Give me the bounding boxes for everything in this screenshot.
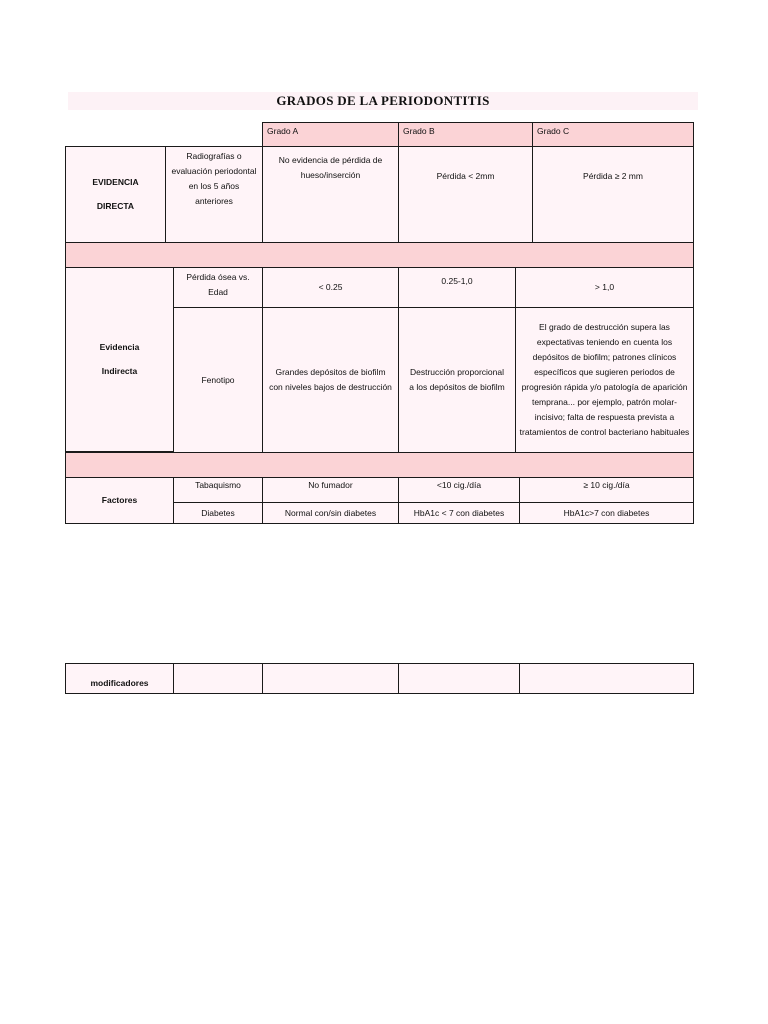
bone-loss-grade-c: > 1,0	[515, 267, 694, 308]
factors-label: Factores	[65, 477, 174, 524]
smoking-grade-c: ≥ 10 cig./día	[519, 477, 694, 503]
modifiers-cell-grade-b	[398, 663, 520, 694]
direct-grade-c: Pérdida ≥ 2 mm	[532, 146, 694, 243]
header-grade-a: Grado A	[262, 122, 399, 147]
diabetes-grade-b: HbA1c < 7 con diabetes	[398, 502, 520, 524]
modifiers-label: modificadores	[65, 663, 174, 694]
indirect-evidence-label	[65, 267, 174, 452]
bone-loss-criterion: Pérdida ósea vs. Edad	[173, 267, 263, 308]
direct-grade-b: Pérdida < 2mm	[398, 146, 533, 243]
separator-band-2	[65, 452, 694, 478]
header-grade-c: Grado C	[532, 122, 694, 147]
direct-label-line-1: EVIDENCIA	[92, 177, 139, 187]
modifiers-cell-criterion	[173, 663, 263, 694]
diabetes-grade-a: Normal con/sin diabetes	[262, 502, 399, 524]
direct-label-line-2: DIRECTA	[96, 201, 135, 211]
phenotype-criterion: Fenotipo	[173, 307, 263, 453]
smoking-grade-a: No fumador	[262, 477, 399, 503]
smoking-criterion: Tabaquismo	[173, 477, 263, 503]
diabetes-criterion: Diabetes	[173, 502, 263, 524]
indirect-label-line-1: Evidencia	[99, 342, 140, 352]
diabetes-grade-c: HbA1c>7 con diabetes	[519, 502, 694, 524]
phenotype-grade-b: Destrucción proporcional a los depósitos de biofilm	[398, 307, 516, 453]
page-title: GRADOS DE LA PERIODONTITIS	[276, 93, 490, 108]
separator-band-1	[65, 242, 694, 268]
header-grade-b: Grado B	[398, 122, 533, 147]
modifiers-cell-grade-c	[519, 663, 694, 694]
bone-loss-grade-b: 0.25-1,0	[398, 267, 516, 308]
phenotype-grade-c: El grado de destrucción supera las expectativas teniendo en cuenta los depósitos de biofilm; patrones clínicos específicos que sugieren periodos de progresión rápida y/o patología de aparición temprana... por ejemplo, patrón molar-incisivo; falta de respuesta prevista a tratamientos de control bacteriano habituales	[515, 307, 694, 453]
direct-evidence-label	[65, 146, 166, 243]
direct-grade-a: No evidencia de pérdida de hueso/inserción	[262, 146, 399, 243]
modifiers-cell-grade-a	[262, 663, 399, 694]
direct-criterion: Radiografías o evaluación periodontal en los 5 años anteriores	[165, 146, 263, 243]
phenotype-grade-a: Grandes depósitos de biofilm con niveles bajos de destrucción	[262, 307, 399, 453]
indirect-label-line-2: Indirecta	[101, 366, 138, 376]
bone-loss-grade-a: < 0.25	[262, 267, 399, 308]
smoking-grade-b: <10 cig./día	[398, 477, 520, 503]
